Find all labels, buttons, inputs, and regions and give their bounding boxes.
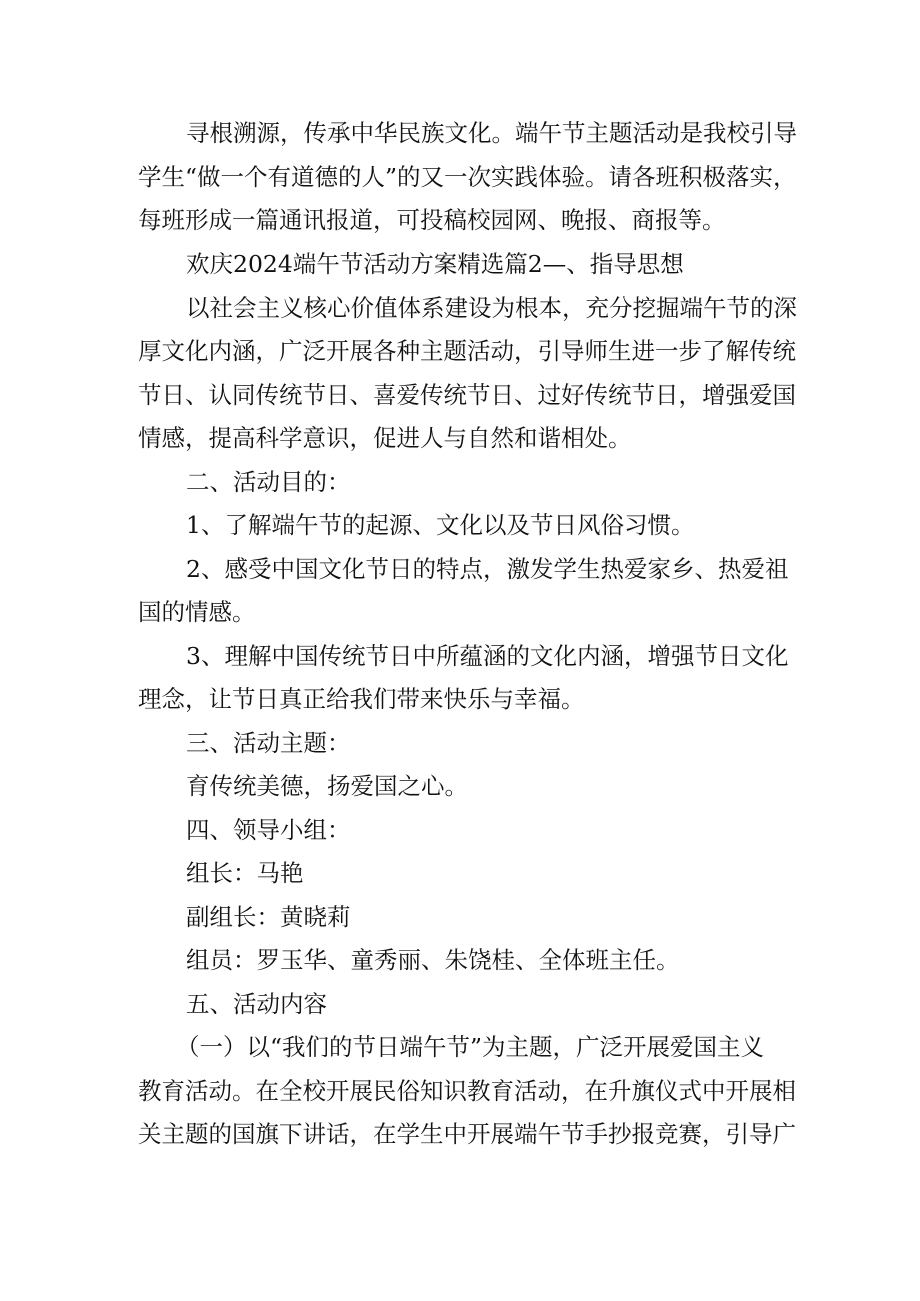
list-item: 3、理解中国传统节日中所蕴涵的文化内涵，增强节日文化: [186, 642, 789, 670]
paragraph-line: 以社会主义核心价值体系建设为根本，充分挖掘端午节的深: [186, 294, 797, 322]
paragraph-line: 教育活动。在全校开展民俗知识教育活动，在升旗仪式中开展相: [138, 1077, 796, 1105]
paragraph-line: 副组长：黄晓莉: [186, 903, 351, 931]
paragraph-line: 每班形成一篇通讯报道，可投稿校园网、晚报、商报等。: [138, 206, 726, 234]
section-heading: 欢庆2024端午节活动方案精选篇2—、指导思想: [186, 250, 684, 278]
paragraph-line: 节日、认同传统节日、喜爱传统节日、过好传统节日，增强爱国: [138, 381, 796, 409]
paragraph-line: 学生“做一个有道德的人”的又一次实践体验。请各班积极落实，: [138, 163, 797, 191]
section-heading: 三、活动主题：: [186, 729, 351, 757]
paragraph-line: 厚文化内涵，广泛开展各种主题活动，引导师生进一步了解传统: [138, 337, 796, 365]
paragraph-line: 情感，提高科学意识，促进人与自然和谐相处。: [138, 424, 632, 452]
paragraph-line: （一）以“我们的节日端午节”为主题，广泛开展爱国主义: [176, 1033, 765, 1061]
list-item: 1、了解端午节的起源、文化以及节日风俗习惯。: [186, 511, 695, 539]
section-heading: 二、活动目的：: [186, 468, 351, 496]
paragraph-line: 关主题的国旗下讲话，在学生中开展端午节手抄报竞赛，引导广: [138, 1120, 796, 1148]
paragraph-line: 育传统美德，扬爱国之心。: [186, 772, 468, 800]
paragraph-line: 组员：罗玉华、童秀丽、朱饶桂、全体班主任。: [186, 946, 680, 974]
list-item-continuation: 国的情感。: [138, 598, 256, 626]
paragraph-line: 寻根溯源，传承中华民族文化。端午节主题活动是我校引导: [186, 119, 797, 147]
list-item-continuation: 理念，让节日真正给我们带来快乐与幸福。: [138, 685, 585, 713]
section-heading: 四、领导小组：: [186, 816, 351, 844]
list-item: 2、感受中国文化节日的特点，激发学生热爱家乡、热爱祖: [186, 555, 789, 583]
section-heading: 五、活动内容: [186, 990, 327, 1018]
paragraph-line: 组长：马艳: [186, 859, 304, 887]
